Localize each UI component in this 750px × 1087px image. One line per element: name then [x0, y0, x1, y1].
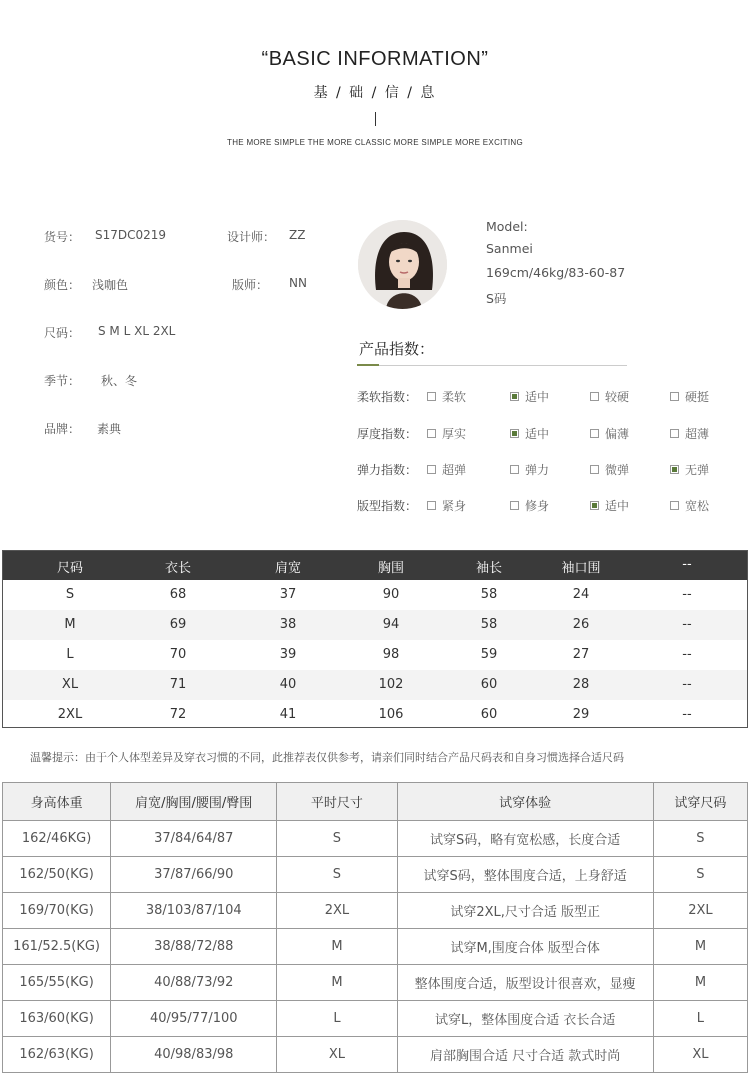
unchecked-box-icon[interactable] [670, 501, 679, 510]
table-cell: 162/46KG) [3, 821, 111, 857]
model-portrait-icon [358, 220, 447, 309]
index-option[interactable] [510, 497, 549, 514]
table-cell: 94 [382, 617, 400, 632]
tryon-header-cell: 身高体重 [3, 783, 111, 821]
table-cell: 58 [480, 587, 498, 602]
table-cell: 38/88/72/88 [111, 929, 277, 965]
table-cell: 60 [480, 677, 498, 692]
item-no-label: 货号： [44, 230, 81, 244]
checked-box-icon[interactable] [510, 392, 519, 401]
unchecked-box-icon[interactable] [590, 429, 599, 438]
indices-divider-accent [357, 364, 379, 366]
size-label: 尺码： [44, 326, 81, 340]
table-cell: 2XL [653, 893, 747, 929]
size-table-header-cell: 袖口围 [561, 561, 601, 576]
index-option-label: 适中 [525, 427, 550, 441]
table-cell: 试穿S码，略有宽松感，长度合适 [397, 821, 653, 857]
table-cell: 40/88/73/92 [111, 965, 277, 1001]
index-option[interactable] [670, 388, 709, 405]
page-subtitle: 基 / 础 / 信 / 息 [313, 85, 437, 101]
index-option[interactable] [427, 461, 466, 478]
tryon-header-cell: 平时尺寸 [277, 783, 397, 821]
table-cell: L [277, 1001, 397, 1037]
table-cell: S [277, 857, 397, 893]
table-cell: -- [682, 677, 692, 692]
brand-label: 品牌： [44, 422, 81, 436]
unchecked-box-icon[interactable] [590, 392, 599, 401]
size-table-header-cell: 尺码 [56, 561, 83, 576]
size-value: S M L XL 2XL [98, 324, 176, 338]
table-cell: M [64, 617, 76, 632]
model-size: S码 [486, 291, 507, 306]
table-cell: L [653, 1001, 747, 1037]
table-cell: 38 [279, 617, 297, 632]
index-option-label: 超弹 [442, 463, 467, 477]
season-value: 秋、冬 [101, 374, 138, 388]
table-cell: L [66, 647, 74, 662]
table-row [3, 1001, 748, 1037]
table-cell: 40/98/83/98 [111, 1037, 277, 1073]
table-cell: 试穿S码，整体围度合适，上身舒适 [397, 857, 653, 893]
index-option[interactable] [510, 425, 549, 442]
table-cell: 60 [480, 707, 498, 722]
index-option-label: 无弹 [685, 463, 710, 477]
tryon-header-cell: 试穿尺码 [653, 783, 747, 821]
tryon-header-cell: 试穿体验 [397, 783, 653, 821]
table-cell: 整体围度合适，版型设计很喜欢，显瘦 [397, 965, 653, 1001]
season-label: 季节： [44, 374, 81, 388]
unchecked-box-icon[interactable] [670, 392, 679, 401]
unchecked-box-icon[interactable] [427, 429, 436, 438]
index-option[interactable] [427, 388, 466, 405]
table-cell: M [653, 929, 747, 965]
table-cell: S [653, 821, 747, 857]
index-label: 柔软指数： [357, 390, 418, 404]
tagline: THE MORE SIMPLE THE MORE CLASSIC MORE SIMPLE MORE EXCITING [227, 138, 523, 147]
designer-value: ZZ [289, 228, 306, 242]
patternmaker-label: 版师： [232, 278, 269, 292]
tryon-header-cell: 肩宽/胸围/腰围/臀围 [111, 783, 277, 821]
table-cell: 38/103/87/104 [111, 893, 277, 929]
table-cell: XL [61, 677, 79, 692]
table-cell: 169/70(KG) [3, 893, 111, 929]
index-option[interactable] [427, 497, 466, 514]
index-option-label: 弹力 [525, 463, 550, 477]
color-value: 浅咖色 [92, 278, 129, 292]
index-option[interactable] [510, 461, 549, 478]
table-cell: 27 [572, 647, 590, 662]
unchecked-box-icon[interactable] [427, 392, 436, 401]
table-cell: -- [682, 587, 692, 602]
table-cell: 28 [572, 677, 590, 692]
size-table-header-cell: -- [682, 557, 692, 572]
size-table-header [3, 551, 747, 580]
table-cell: 69 [169, 617, 187, 632]
size-table-header-cell: 袖长 [475, 561, 502, 576]
model-label: Model: [486, 219, 528, 234]
index-option-label: 适中 [605, 499, 630, 513]
table-cell: 40 [279, 677, 297, 692]
index-option[interactable] [510, 388, 549, 405]
unchecked-box-icon[interactable] [427, 501, 436, 510]
model-stats: 169cm/46kg/83-60-87 [486, 265, 626, 280]
table-row [3, 821, 748, 857]
table-row [3, 700, 747, 730]
size-table [2, 550, 748, 728]
unchecked-box-icon[interactable] [427, 465, 436, 474]
table-row [3, 893, 748, 929]
table-cell: 165/55(KG) [3, 965, 111, 1001]
index-option[interactable] [590, 497, 629, 514]
table-cell: S [653, 857, 747, 893]
checked-box-icon[interactable] [670, 465, 679, 474]
table-cell: 72 [169, 707, 187, 722]
brand-value: 素典 [97, 422, 122, 436]
index-option-label: 修身 [525, 499, 550, 513]
table-cell: 102 [378, 677, 404, 692]
table-row [3, 640, 747, 670]
page-title: “BASIC INFORMATION” [261, 48, 489, 70]
model-avatar [358, 220, 447, 309]
index-option[interactable] [590, 388, 629, 405]
table-cell: 26 [572, 617, 590, 632]
table-row [3, 1037, 748, 1073]
color-label: 颜色： [44, 278, 81, 292]
table-cell: 163/60(KG) [3, 1001, 111, 1037]
unchecked-box-icon[interactable] [510, 465, 519, 474]
size-table-header-cell: 衣长 [164, 561, 191, 576]
table-cell: S [277, 821, 397, 857]
indices-divider [357, 365, 627, 366]
table-row [3, 929, 748, 965]
table-cell: 162/63(KG) [3, 1037, 111, 1073]
index-option[interactable] [590, 461, 629, 478]
table-cell: 试穿2XL,尺寸合适 版型正 [397, 893, 653, 929]
table-cell: 试穿L，整体围度合适 衣长合适 [397, 1001, 653, 1037]
table-cell: 162/50(KG) [3, 857, 111, 893]
table-cell: 41 [279, 707, 297, 722]
table-cell: XL [653, 1037, 747, 1073]
table-cell: M [277, 929, 397, 965]
table-cell: 70 [169, 647, 187, 662]
indices-title: 产品指数： [359, 340, 435, 358]
table-cell: 68 [169, 587, 187, 602]
title-divider [375, 112, 376, 126]
index-option[interactable] [427, 425, 466, 442]
table-cell: -- [682, 707, 692, 722]
index-option[interactable] [670, 497, 709, 514]
unchecked-box-icon[interactable] [510, 501, 519, 510]
table-cell: 肩部胸围合适 尺寸合适 款式时尚 [397, 1037, 653, 1073]
index-label: 版型指数： [357, 499, 418, 513]
table-cell: 98 [382, 647, 400, 662]
index-option-label: 适中 [525, 390, 550, 404]
table-cell: 37/87/66/90 [111, 857, 277, 893]
index-option[interactable] [590, 425, 629, 442]
table-cell: 58 [480, 617, 498, 632]
table-cell: 90 [382, 587, 400, 602]
table-cell: 24 [572, 587, 590, 602]
table-cell: XL [277, 1037, 397, 1073]
table-row [3, 670, 747, 700]
table-cell: -- [682, 647, 692, 662]
table-cell: 59 [480, 647, 498, 662]
table-cell: -- [682, 617, 692, 632]
index-option[interactable] [670, 461, 709, 478]
table-cell: 试穿M,围度合体 版型合体 [397, 929, 653, 965]
size-tip: 温馨提示：由于个人体型差异及穿衣习惯的不同，此推荐表仅供参考，请亲们同时结合产品尺码表和自身习惯选择合适尺码 [30, 751, 624, 764]
table-cell: 2XL [277, 893, 397, 929]
table-cell: 2XL [57, 707, 83, 722]
index-label: 弹力指数： [357, 463, 418, 477]
unchecked-box-icon[interactable] [590, 465, 599, 474]
table-cell: 37/84/64/87 [111, 821, 277, 857]
checked-box-icon[interactable] [590, 501, 599, 510]
table-cell: M [277, 965, 397, 1001]
designer-label: 设计师： [227, 230, 276, 244]
model-name: Sanmei [486, 241, 533, 256]
unchecked-box-icon[interactable] [670, 429, 679, 438]
item-no-value: S17DC0219 [95, 228, 167, 242]
table-cell: 39 [279, 647, 297, 662]
table-cell: 161/52.5(KG) [3, 929, 111, 965]
index-option[interactable] [670, 425, 709, 442]
checked-box-icon[interactable] [510, 429, 519, 438]
index-option-label: 硬挺 [685, 390, 710, 404]
table-row [3, 580, 747, 610]
index-label: 厚度指数： [357, 427, 418, 441]
size-table-header-cell: 肩宽 [274, 561, 301, 576]
table-row [3, 857, 748, 893]
index-option-label: 紧身 [442, 499, 467, 513]
table-cell: 29 [572, 707, 590, 722]
table-cell: S [65, 587, 75, 602]
table-cell: 106 [378, 707, 404, 722]
tryon-table [2, 782, 748, 1073]
size-table-header-cell: 胸围 [377, 561, 404, 576]
table-cell: 40/95/77/100 [111, 1001, 277, 1037]
index-option-label: 厚实 [442, 427, 467, 441]
index-option-label: 较硬 [605, 390, 630, 404]
index-option-label: 微弹 [605, 463, 630, 477]
table-cell: M [653, 965, 747, 1001]
table-row [3, 965, 748, 1001]
table-cell: 71 [169, 677, 187, 692]
index-option-label: 偏薄 [605, 427, 630, 441]
tryon-header-row [3, 783, 748, 821]
index-option-label: 宽松 [685, 499, 710, 513]
patternmaker-value: NN [289, 276, 307, 290]
index-option-label: 柔软 [442, 390, 467, 404]
index-option-label: 超薄 [685, 427, 710, 441]
table-row [3, 610, 747, 640]
table-cell: 37 [279, 587, 297, 602]
